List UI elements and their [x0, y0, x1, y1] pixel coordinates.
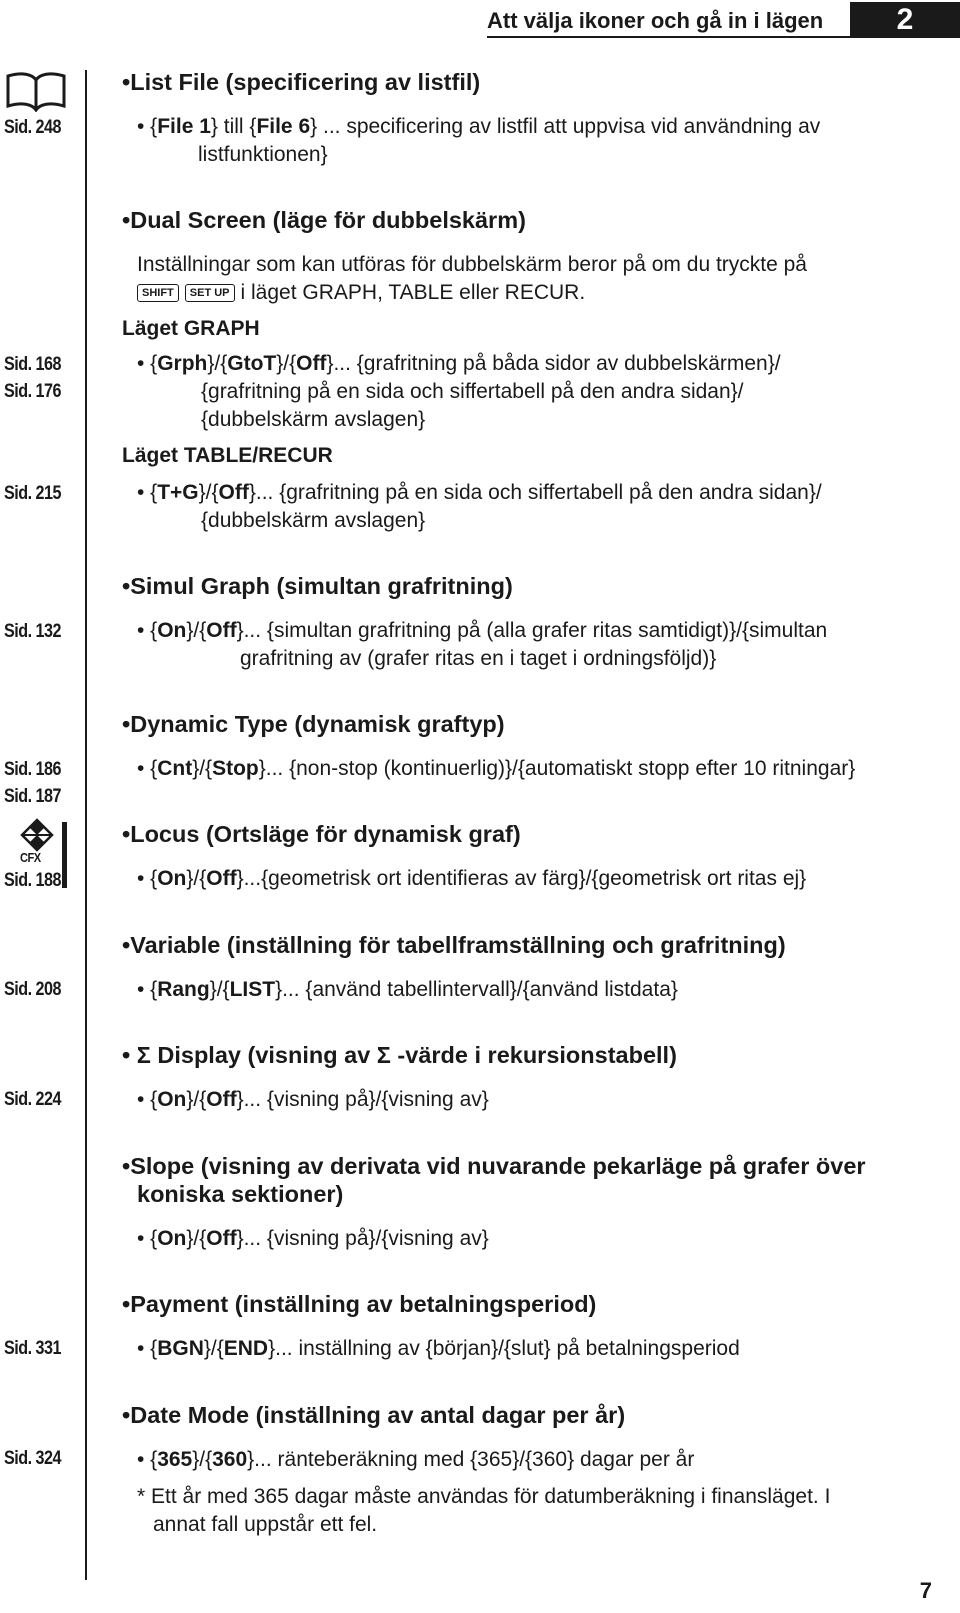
section-heading-slope-cont: koniska sektioner) — [137, 1181, 344, 1207]
chapter-number-box: 2 — [850, 2, 960, 38]
page-ref: Sid. 215 — [4, 483, 61, 504]
section-heading-variable: •Variable (inställning för tabellframställning och grafritning) — [122, 932, 786, 958]
page-ref: Sid. 188 — [4, 870, 61, 891]
page-ref: Sid. 186 — [4, 759, 61, 780]
dual-intro-line-1: Inställningar som kan utföras för dubbelskärm beror på om du tryckte på — [137, 253, 807, 276]
date-line-1: • {365}/{360}... ränteberäkning med {365}/{360} dagar per år — [137, 1448, 695, 1471]
sigma-line-1: • {On}/{Off}... {visning på}/{visning av} — [137, 1088, 489, 1111]
page-ref: Sid. 208 — [4, 979, 61, 1000]
slope-line-1: • {On}/{Off}... {visning på}/{visning av} — [137, 1227, 489, 1250]
page-ref: Sid. 331 — [4, 1338, 61, 1359]
variable-line-1: • {Rang}/{LIST}... {använd tabellintervall}/{använd listdata} — [137, 978, 678, 1001]
section-heading-sigma-display: • Σ Display (visning av Σ -värde i rekursionstabell) — [122, 1042, 677, 1068]
dual-graph-line-2: {grafritning på en sida och siffertabell på den andra sidan}/ — [201, 380, 744, 403]
dual-graph-line-3: {dubbelskärm avslagen} — [201, 408, 426, 431]
dual-intro-line-2: SHIFT SET UP i läget GRAPH, TABLE eller RECUR. — [137, 279, 585, 307]
section-heading-dual-screen: •Dual Screen (läge för dubbelskärm) — [122, 207, 526, 233]
section-heading-list-file: •List File (specificering av listfil) — [122, 69, 481, 95]
dual-table-line-1: • {T+G}/{Off}... {grafritning på en sida och siffertabell på den andra sidan}/ — [137, 481, 822, 504]
cfx-label: CFX — [20, 850, 41, 865]
dual-graph-line-1: • {Grph}/{GtoT}/{Off}... {grafritning på båda sidor av dubbelskärmen}/ — [137, 352, 781, 375]
section-heading-dynamic-type: •Dynamic Type (dynamisk graftyp) — [122, 711, 505, 737]
dual-graph-subheading: Läget GRAPH — [122, 317, 260, 340]
simul-line-1: • {On}/{Off}... {simultan grafritning på (alla grafer ritas samtidigt)}/{simultan — [137, 619, 828, 642]
page-header-title: Att välja ikoner och gå in i lägen — [487, 8, 824, 33]
page-ref: Sid. 248 — [4, 117, 61, 138]
date-note-line-1: * Ett år med 365 dagar måste användas för datumberäkning i finansläget. I — [137, 1485, 831, 1508]
dual-table-line-2: {dubbelskärm avslagen} — [201, 509, 426, 532]
date-note-line-2: annat fall uppstår ett fel. — [153, 1513, 378, 1536]
page-ref: Sid. 187 — [4, 786, 61, 807]
dynamic-line-1: • {Cnt}/{Stop}... {non-stop (kontinuerlig)}/{automatiskt stopp efter 10 ritningar} — [137, 757, 856, 780]
cfx-marker-bar — [62, 822, 67, 888]
section-heading-slope: •Slope (visning av derivata vid nuvarande pekarläge på grafer över — [122, 1153, 866, 1179]
locus-line-1: • {On}/{Off}...{geometrisk ort identifieras av färg}/{geometrisk ort ritas ej} — [137, 867, 807, 890]
section-heading-date-mode: •Date Mode (inställning av antal dagar per år) — [122, 1402, 626, 1428]
page-ref: Sid. 176 — [4, 381, 61, 402]
page-ref: Sid. 132 — [4, 621, 61, 642]
header-rule — [487, 36, 960, 38]
section-heading-payment: •Payment (inställning av betalningsperiod) — [122, 1291, 597, 1317]
list-file-line-1: • {File 1} till {File 6} ... specificering av listfil att uppvisa vid användning av — [137, 115, 821, 138]
page-ref: Sid. 168 — [4, 354, 61, 375]
list-file-line-2: listfunktionen} — [198, 143, 328, 166]
page-number: 7 — [919, 1578, 932, 1603]
payment-line-1: • {BGN}/{END}... inställning av {början}/{slut} på betalningsperiod — [137, 1337, 740, 1360]
simul-line-2: grafritning av (grafer ritas en i taget i ordningsföljd)} — [240, 647, 717, 670]
shift-key-icon: SHIFT — [137, 284, 179, 302]
setup-key-icon: SET UP — [185, 284, 235, 302]
page-ref: Sid. 324 — [4, 1448, 61, 1469]
book-icon — [4, 70, 68, 112]
cfx-color-icon — [18, 818, 56, 852]
page-ref: Sid. 224 — [4, 1089, 61, 1110]
section-heading-simul-graph: •Simul Graph (simultan grafritning) — [122, 573, 513, 599]
margin-divider — [85, 70, 87, 1580]
dual-table-subheading: Läget TABLE/RECUR — [122, 444, 333, 467]
section-heading-locus: •Locus (Ortsläge för dynamisk graf) — [122, 821, 521, 847]
